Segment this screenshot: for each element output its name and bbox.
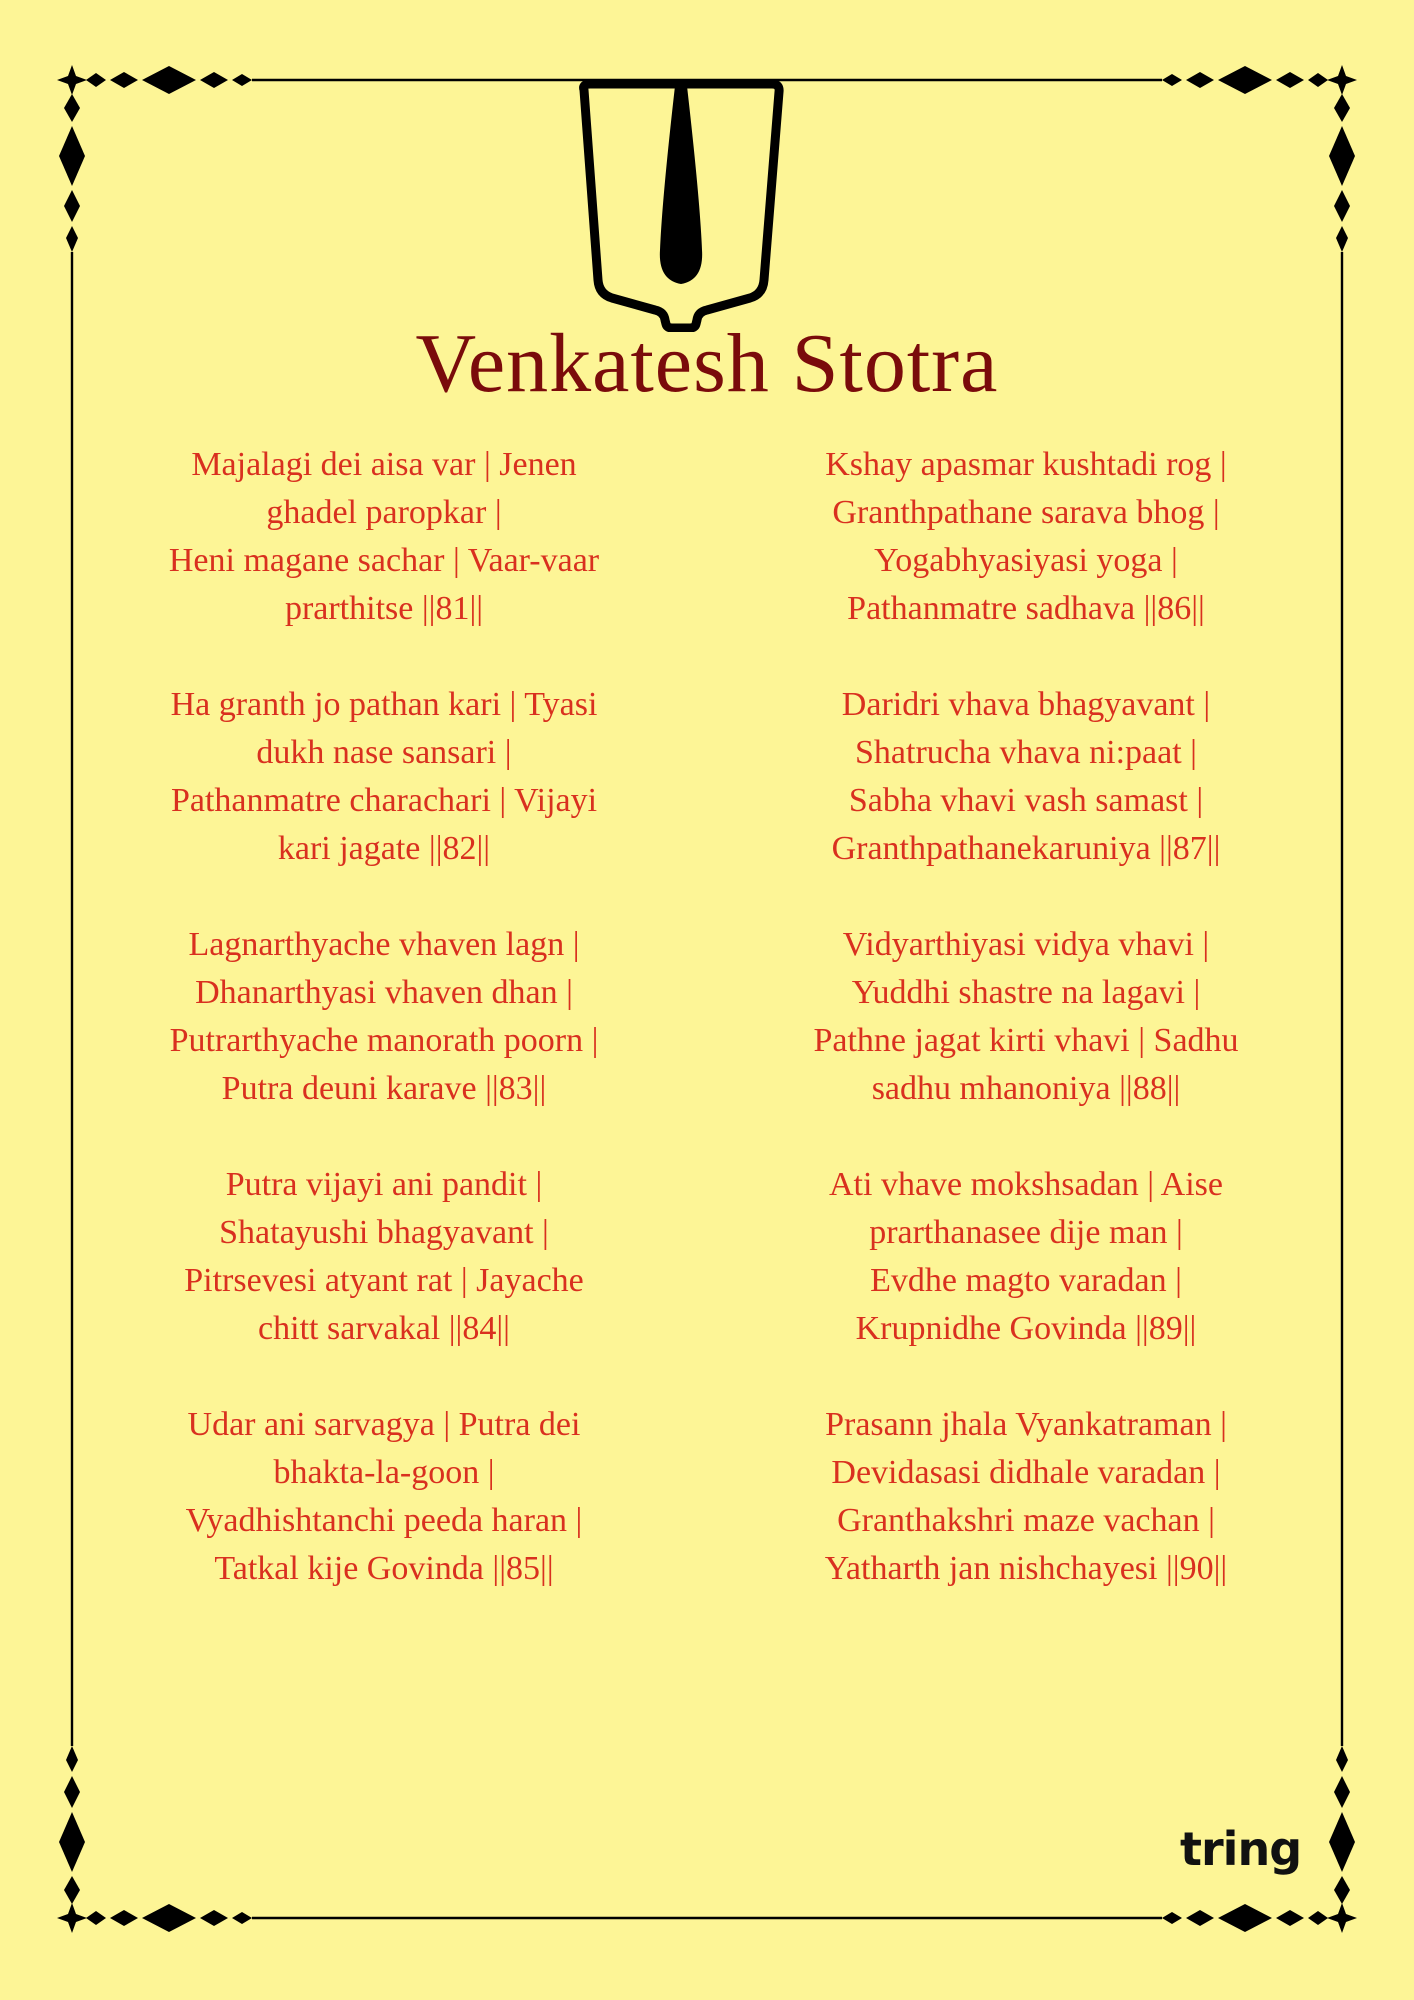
verse-81 [74, 441, 694, 681]
right-verse-column [716, 441, 1336, 1641]
verse-line: Pitrsevesi atyant rat | Jayache [184, 1262, 584, 1299]
verse-line: Yatharth jan nishchayesi ||90|| [824, 1550, 1228, 1587]
verse-line: Kshay apasmar kushtadi rog | [825, 446, 1227, 483]
verse-line: Vidyarthiyasi vidya vhavi | [842, 926, 1210, 963]
verse-line: Dhanarthyasi vhaven dhan | [195, 974, 573, 1011]
verse-line: Devidasasi didhale varadan | [831, 1454, 1221, 1491]
verse-line: Lagnarthyache vhaven lagn | [188, 926, 580, 963]
verse-line: Ha granth jo pathan kari | Tyasi [170, 686, 598, 723]
verse-line: ghadel paropkar | [266, 494, 502, 531]
verse-84 [74, 1161, 694, 1401]
verse-line: Majalagi dei aisa var | Jenen [191, 446, 577, 483]
verse-85 [74, 1401, 694, 1641]
verse-82 [74, 681, 694, 921]
verse-line: dukh nase sansari | [256, 734, 512, 771]
verse-line: Shatayushi bhagyavant | [219, 1214, 549, 1251]
verse-line: Udar ani sarvagya | Putra dei [187, 1406, 581, 1443]
verse-line: Pathanmatre charachari | Vijayi [170, 782, 598, 819]
verse-line: Shatrucha vhava ni:paat | [855, 734, 1197, 771]
verse-line: sadhu mhanoniya ||88|| [871, 1070, 1181, 1107]
verse-line: prarthanasee dije man | [869, 1214, 1183, 1251]
verse-line: Putra vijayi ani pandit | [225, 1166, 543, 1203]
verse-line: Prasann jhala Vyankatraman | [825, 1406, 1227, 1443]
verse-line: Granthpathanekaruniya ||87|| [831, 830, 1221, 867]
left-verse-column [74, 441, 694, 1641]
verse-line: Granthpathane sarava bhog | [832, 494, 1220, 531]
verse-88 [716, 921, 1336, 1161]
verse-line: Ati vhave mokshsadan | Aise [829, 1166, 1223, 1203]
verse-line: Pathne jagat kirti vhavi | Sadhu [813, 1022, 1239, 1059]
verse-line: Sabha vhavi vash samast | [848, 782, 1204, 819]
verse-line: Vyadhishtanchi peeda haran | [185, 1502, 583, 1539]
verse-line: Tatkal kije Govinda ||85|| [214, 1550, 554, 1587]
verse-line: prarthitse ||81|| [284, 590, 484, 627]
verse-87 [716, 681, 1336, 921]
verse-86 [716, 441, 1336, 681]
verse-line: bhakta-la-goon | [273, 1454, 495, 1491]
verse-89 [716, 1161, 1336, 1401]
verse-line: Putrarthyache manorath poorn | [169, 1022, 599, 1059]
page-title: Venkatesh Stotra [415, 317, 999, 410]
verse-line: Evdhe magto varadan | [870, 1262, 1182, 1299]
tilak-namam-icon [574, 80, 788, 332]
verse-line: Daridri vhava bhagyavant | [841, 686, 1211, 723]
verse-90 [716, 1401, 1336, 1641]
verse-line: Yuddhi shastre na lagavi | [851, 974, 1201, 1011]
verse-line: Granthakshri maze vachan | [837, 1502, 1215, 1539]
verse-line: Putra deuni karave ||83|| [221, 1070, 547, 1107]
verse-line: Yogabhyasiyasi yoga | [874, 542, 1178, 579]
verse-83 [74, 921, 694, 1161]
verse-line: Heni magane sachar | Vaar-vaar [168, 542, 600, 579]
verse-line: kari jagate ||82|| [277, 830, 491, 867]
verse-line: chitt sarvakal ||84|| [258, 1310, 510, 1347]
verse-line: Krupnidhe Govinda ||89|| [855, 1310, 1197, 1347]
brand-logo: tring [1180, 1822, 1302, 1876]
verse-line: Pathanmatre sadhava ||86|| [847, 590, 1205, 627]
